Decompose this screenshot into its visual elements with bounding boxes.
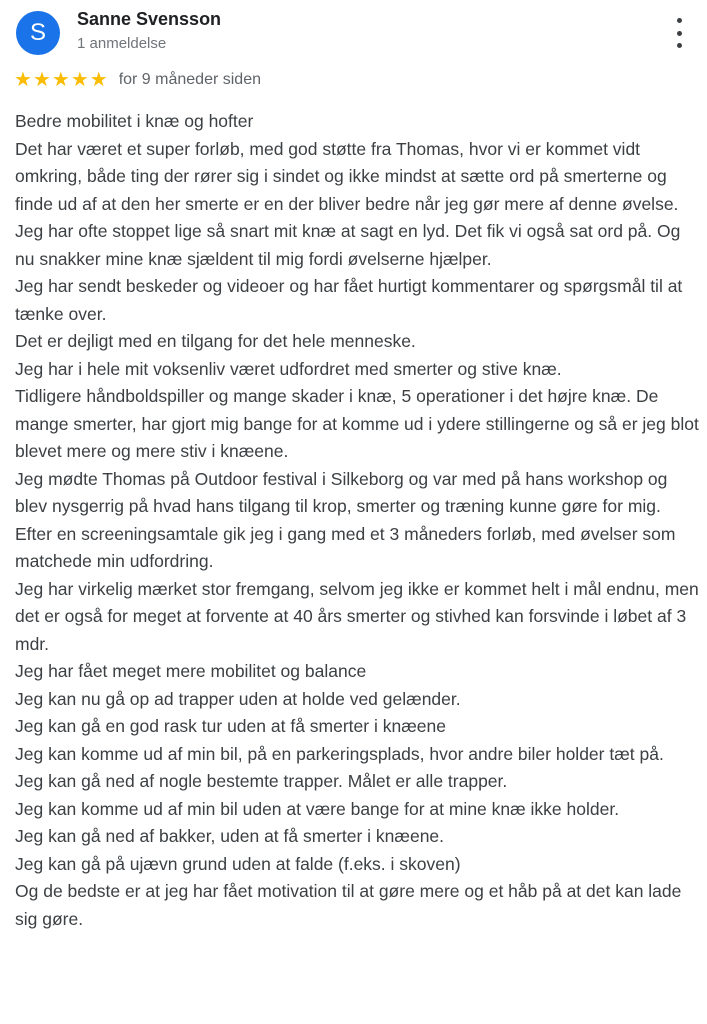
review-count: 1 anmeldelse	[77, 35, 167, 52]
review-paragraph: Jeg har fået meget mere mobilitet og balance	[15, 661, 367, 681]
review-paragraph: Det har været et super forløb, med god støtte fra Thomas, hvor vi er kommet vidt omkring, både ting der rører sig i sindet og ikke mindst at sætte ord på smerterne og finde ud af at den her smerte er en der bliver bedre når jeg gør mere af denne øvelse. Jeg har ofte stoppet lige så snart mit knæ at sagt en lyd. Det fik vi også sat ord på. Og nu snakker mine knæ sjældent til mig fordi øvelserne hjælper.	[15, 138, 681, 269]
menu-dot	[677, 43, 682, 48]
review-paragraph: Og de bedste er at jeg har fået motivation til at gøre mere og et håb på at det kan lade sig gøre.	[15, 881, 682, 929]
star-icon: ★	[89, 69, 108, 91]
review-paragraph: Jeg kan gå ned af bakker, uden at få smerter i knæene.	[15, 826, 445, 846]
review-date: for 9 måneder siden	[118, 71, 261, 88]
review-paragraph: Jeg har i hele mit voksenliv været udfordret med smerter og stive knæ.	[15, 358, 562, 379]
menu-dot	[677, 31, 682, 36]
review-paragraph: Jeg kan gå ned af nogle bestemte trapper. Målet er alle trapper.	[15, 771, 508, 791]
more-vert-icon[interactable]	[668, 18, 690, 48]
review-paragraph: Jeg kan komme ud af min bil uden at være bange for at mine knæ ikke holder.	[15, 798, 620, 819]
menu-dot	[677, 18, 682, 23]
star-icon: ★	[14, 69, 32, 91]
review-paragraph: Jeg mødte Thomas på Outdoor festival i Silkeborg og var med på hans workshop og blev nysgerrig på hvad hans tilgang til krop, smerter og træning kunne gøre for mig.	[15, 468, 668, 516]
rating-row	[14, 69, 261, 91]
review-paragraph: Tidligere håndboldspiller og mange skader i knæ, 5 operationer i det højre knæ. De mange smerter, har gjort mig bange for at komme ud i ydere stillingerne og så er jeg blot blevet mere og mere stiv i knæene.	[15, 386, 699, 461]
star-icon: ★	[32, 69, 51, 91]
star-icon: ★	[51, 69, 70, 91]
avatar[interactable]: S	[16, 11, 60, 55]
review-text	[15, 108, 700, 933]
review-paragraph: Jeg kan nu gå op ad trapper uden at holde ved gelænder.	[15, 688, 461, 709]
review-paragraph: Jeg har virkelig mærket stor fremgang, selvom jeg ikke er kommet helt i mål endnu, men det er også for meget at forvente at 40 års smerter og stivhed kan forsvinde i løbet af 3 mdr.	[15, 578, 699, 654]
reviewer-name[interactable]: Sanne Svensson	[77, 9, 222, 29]
review-paragraph: Jeg har sendt beskeder og videoer og har fået hurtigt kommentarer og spørgsmål til at tænke over.	[15, 276, 683, 324]
review-paragraph: Jeg kan gå på ujævn grund uden at falde (f.eks. i skoven)	[15, 853, 461, 874]
review-paragraph: Jeg kan gå en god rask tur uden at få smerter i knæene	[15, 716, 446, 736]
review-paragraph: Det er dejligt med en tilgang for det hele menneske.	[15, 331, 416, 351]
review-paragraph: Efter en screeningsamtale gik jeg i gang med et 3 måneders forløb, med øvelser som matchede min udfordring.	[15, 523, 676, 571]
review-paragraph: Bedre mobilitet i knæ og hofter	[15, 111, 254, 131]
star-icon: ★	[70, 69, 89, 91]
star-rating	[14, 69, 108, 91]
review-paragraph: Jeg kan komme ud af min bil, på en parkeringsplads, hvor andre biler holder tæt på.	[15, 743, 664, 764]
